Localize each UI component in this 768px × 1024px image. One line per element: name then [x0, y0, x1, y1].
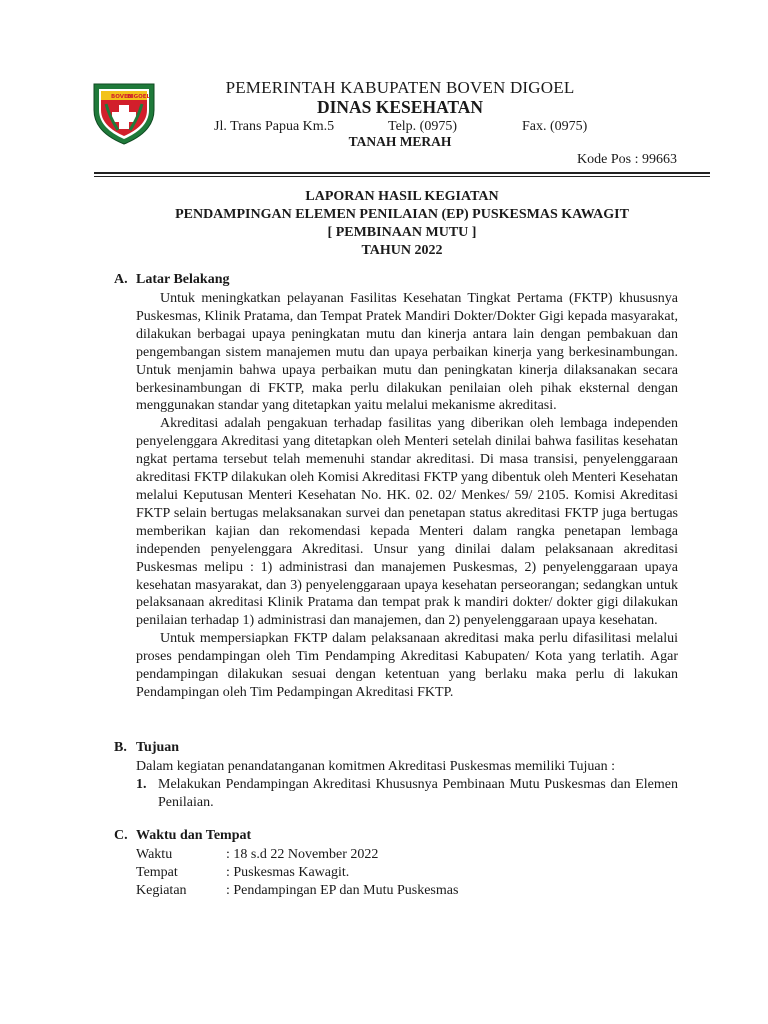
letterhead-fax: Fax. (0975)	[522, 119, 588, 134]
letterhead-city: TANAH MERAH	[348, 134, 452, 149]
schedule-value: : Pendampingan EP dan Mutu Puskesmas	[226, 883, 459, 898]
section-a-letter: A.	[114, 272, 128, 287]
section-a-heading	[114, 272, 229, 288]
title-line-1: LAPORAN HASIL KEGIATAN	[305, 189, 499, 204]
logo-text-left: BOVEN	[111, 94, 133, 100]
section-a-paragraph-1: Untuk meningkatkan pelayanan Fasilitas Kesehatan Tingkat Pertama (FKTP) khususnya Puskesmas, Klinik Pratama, dan Tempat Pratek Mandiri Dokter/Dokter Gigi kepada masyarakat, dilakukan berbagai upaya peningkatan mutu dan kinerja antara lain dengan pembakuan dan pengembangan sistem manajemen mutu dan upaya perbaikan kinerja yang berkesinambungan. Untuk menjamin bahwa upaya perbaikan mutu dan peningkatan kinerja dilaksanakan secara berkesinambungan di FKTP, maka perlu dilakukan penilaian oleh pihak eksternal dengan menggunakan standar yang ditetapkan yaitu melalui mekanisme akreditasi.	[136, 291, 678, 414]
letterhead-phone: Telp. (0975)	[388, 119, 458, 134]
section-c-heading	[114, 828, 251, 844]
section-b-item-number: 1.	[136, 777, 147, 792]
section-c-title: Waktu dan Tempat	[136, 828, 252, 843]
section-a-body	[136, 290, 678, 702]
schedule-key: Kegiatan	[136, 883, 187, 898]
section-b-heading	[114, 740, 179, 756]
header-divider-thick	[94, 172, 710, 174]
section-a-title: Latar Belakang	[136, 272, 230, 287]
letterhead-agency: DINAS KESEHATAN	[316, 97, 484, 117]
title-line-3: [ PEMBINAAN MUTU ]	[327, 225, 477, 240]
section-a-paragraph-2: Akreditasi adalah pengakuan terhadap fasilitas yang diberikan oleh lembaga independen penyelenggara Akreditasi yang ditetapkan oleh Menteri setelah dinilai bahwa fasilitas kesehatan ngkat pertama tersebut telah memenuhi standar akreditasi. Di masa transisi, penyelenggaraan akreditasi FKTP dilakukan oleh Komisi Akreditasi FKTP yang dibentuk oleh Menteri Kesehatan melalui Keputusan Menteri Kesehatan No. HK. 02. 02/ Menkes/ 59/ 2105. Komisi Akreditasi FKTP selain bertugas melaksanakan survei dan penetapan status akreditasi FKTP juga bertugas memberikan kajian dan rekomendasi kepada Menteri dalam rangka penetapan lembaga independen penyelenggara Akreditasi. Unsur yang dinilai dalam pelaksanaan akreditasi Puskesmas melipu : 1) administrasi dan manajemen Puskesmas, 2) penyelenggaraan upaya kesehatan masyarakat, dan 3) penyelenggaraan upaya kesehatan perseorangan; sedangkan untuk pelaksanaan akreditasi Klinik Pratama dan tempat prak k mandiri dokter/ dokter gigi dilakukan penilaian terhadap 1) administrasi dan manajemen, dan 2) penyelenggaraan upaya kesehatan.	[136, 416, 678, 629]
section-b-intro: Dalam kegiatan penandatanganan komitmen Akreditasi Puskesmas memiliki Tujuan :	[136, 759, 616, 774]
government-logo	[88, 78, 160, 146]
section-b-letter: B.	[114, 740, 127, 755]
logo-text-right: DIGOEL	[127, 94, 151, 100]
section-c-letter: C.	[114, 828, 128, 843]
section-a-paragraph-3: Untuk mempersiapkan FKTP dalam pelaksanaan akreditasi maka perlu difasilitasi melalui proses pendampingan oleh Tim Pendamping Akreditasi Kabupaten/ Kota yang terlatih. Agar pendampingan dilakukan sesuai dengan ketentuan yang berlaku maka perlu di lakukan Pendampingan oleh Tim Pedampingan Akreditasi FKTP.	[136, 631, 678, 700]
section-b-item-text: Melakukan Pendampingan Akreditasi Khususnya Pembinaan Mutu Puskesmas dan Elemen Penilaian.	[158, 777, 678, 810]
schedule-key: Tempat	[136, 865, 178, 880]
title-line-2: PENDAMPINGAN ELEMEN PENILAIAN (EP) PUSKESMAS KAWAGIT	[175, 207, 629, 222]
schedule-row	[136, 882, 458, 900]
letterhead-government: PEMERINTAH KABUPATEN BOVEN DIGOEL	[225, 78, 575, 97]
schedule-value: : Puskesmas Kawagit.	[226, 865, 350, 880]
section-b-title: Tujuan	[136, 740, 180, 755]
letterhead-address: Jl. Trans Papua Km.5	[214, 119, 335, 134]
schedule-row	[136, 846, 378, 864]
letterhead-postcode: Kode Pos : 99663	[577, 152, 677, 167]
title-line-4: TAHUN 2022	[361, 243, 443, 258]
schedule-row	[136, 864, 349, 882]
schedule-value: : 18 s.d 22 November 2022	[226, 847, 379, 862]
report-title	[94, 188, 710, 260]
header-divider-thin	[94, 176, 710, 177]
schedule-key: Waktu	[136, 847, 173, 862]
section-b-item	[136, 776, 678, 812]
